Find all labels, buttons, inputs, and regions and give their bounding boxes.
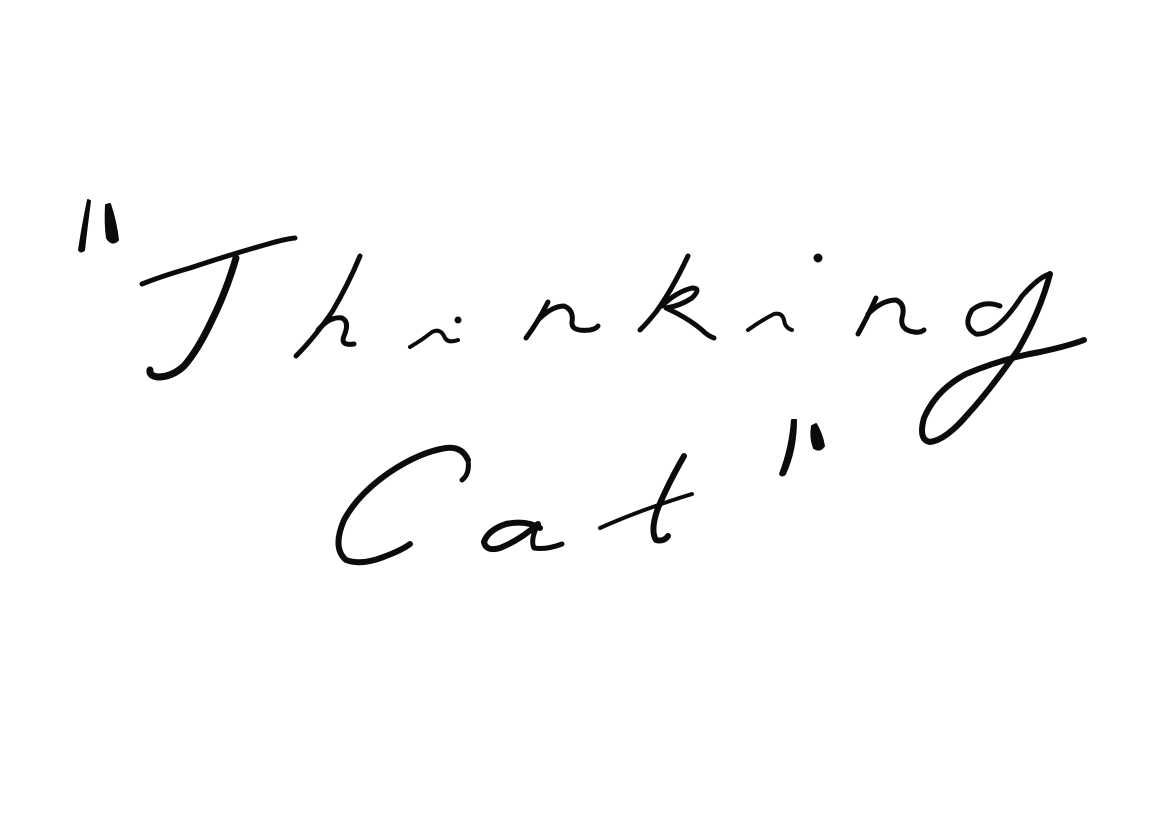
letter-g [922,274,1084,442]
letter-n-second [858,298,924,334]
opening-quote-mark [79,200,118,252]
letter-i [410,317,461,347]
letter-h [296,256,360,356]
letter-k [640,256,714,338]
handwritten-line-1 [79,200,1084,442]
letter-a [484,523,562,549]
letter-n [526,302,598,338]
closing-quote-mark [780,420,824,476]
letter-i-second [748,254,822,330]
letter-t [600,456,692,541]
letter-T [142,238,295,377]
handwritten-line-2 [338,420,824,562]
letter-C [338,448,468,563]
